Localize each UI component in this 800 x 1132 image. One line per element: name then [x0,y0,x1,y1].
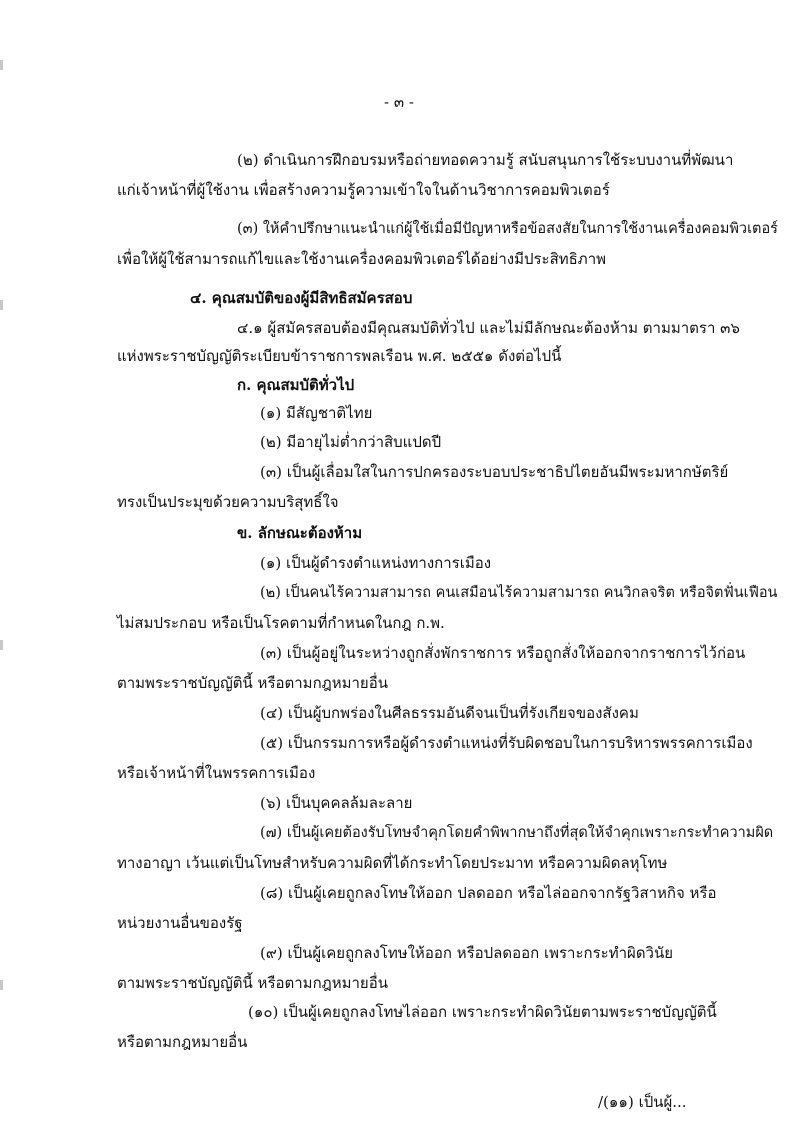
prohibition-item-cont: หรือตามกฎหมายอื่น [117,1033,248,1051]
scan-edge-mark [0,300,3,310]
duty-item-2: (๒) ดำเนินการฝึกอบรมหรือถ่ายทอดความรู้ สนับสนุนการใช้ระบบงานที่พัฒนา [237,151,734,169]
qualification-item: (๓) เป็นผู้เลื่อมใสในการปกครองระบอบประชาธิปไตยอันมีพระมหากษัตริย์ [260,463,729,481]
continuation-marker: /(๑๑) เป็นผู้... [598,1093,687,1111]
prohibition-item-cont: หน่วยงานอื่นของรัฐ [117,914,243,932]
scan-edge-mark [0,60,3,70]
prohibition-item: (๙) เป็นผู้เคยถูกลงโทษให้ออก หรือปลดออก เพราะกระทำผิดวินัย [260,944,674,962]
subsection-prohibited-characteristics: ข. ลักษณะต้องห้าม [237,524,363,542]
page-number: - ๓ - [384,93,414,111]
duty-item-2-cont: แก่เจ้าหน้าที่ผู้ใช้งาน เพื่อสร้างความรู้ความเข้าใจในด้านวิชาการคอมพิวเตอร์ [117,181,610,199]
prohibition-item: (๔) เป็นผู้บกพร่องในศีลธรรมอันดีจนเป็นที่รังเกียจของสังคม [260,704,639,722]
subsection-general-qualifications: ก. คุณสมบัติทั่วไป [237,376,355,394]
prohibition-item-cont: ทางอาญา เว้นแต่เป็นโทษสำหรับความผิดที่ได้กระทำโดยประมาท หรือความผิดลหุโทษ [117,854,668,872]
clause-4-1-cont: แห่งพระราชบัญญัติระเบียบข้าราชการพลเรือน พ.ศ. ๒๕๕๑ ดังต่อไปนี้ [117,347,562,365]
prohibition-item: (๑๐) เป็นผู้เคยถูกลงโทษไล่ออก เพราะกระทำผิดวินัยตามพระราชบัญญัตินี้ [248,1003,717,1021]
prohibition-item: (๕) เป็นกรรมการหรือผู้ดำรงตำแหน่งที่รับผิดชอบในการบริหารพรรคการเมือง [260,734,753,752]
prohibition-item: (๓) เป็นผู้อยู่ในระหว่างถูกสั่งพักราชการ หรือถูกสั่งให้ออกจากราชการไว้ก่อน [260,644,746,662]
prohibition-item: (๑) เป็นผู้ดำรงตำแหน่งทางการเมือง [260,554,492,572]
qualification-item: (๑) มีสัญชาติไทย [260,404,373,422]
section-4-heading: ๔. คุณสมบัติของผู้มีสิทธิสมัครสอบ [190,289,413,307]
prohibition-item: (๖) เป็นบุคคลล้มละลาย [260,794,413,812]
qualification-item-cont: ทรงเป็นประมุขด้วยความบริสุทธิ์ใจ [117,493,339,511]
prohibition-item-cont: ตามพระราชบัญญัตินี้ หรือตามกฎหมายอื่น [117,674,388,692]
qualification-item: (๒) มีอายุไม่ต่ำกว่าสิบแปดปี [260,433,442,451]
prohibition-item: (๒) เป็นคนไร้ความสามารถ คนเสมือนไร้ความสามารถ คนวิกลจริต หรือจิตฟั่นเฟือน [260,585,778,601]
duty-item-3-cont: เพื่อให้ผู้ใช้สามารถแก้ไขและใช้งานเครื่องคอมพิวเตอร์ได้อย่างมีประสิทธิภาพ [117,250,607,268]
duty-item-3: (๓) ให้คำปรึกษาแนะนำแก่ผู้ใช้เมื่อมีปัญหาหรือข้อสงสัยในการใช้งานเครื่องคอมพิวเตอร์ [237,221,778,237]
prohibition-item-cont: ไม่สมประกอบ หรือเป็นโรคตามที่กำหนดในกฎ ก.พ. [117,614,445,632]
scan-edge-mark [0,640,3,650]
prohibition-item-cont: หรือเจ้าหน้าที่ในพรรคการเมือง [117,764,316,782]
prohibition-item: (๗) เป็นผู้เคยต้องรับโทษจำคุกโดยคำพิพากษาถึงที่สุดให้จำคุกเพราะกระทำความผิด [260,825,774,841]
scan-edge-mark [0,980,3,990]
prohibition-item: (๘) เป็นผู้เคยถูกลงโทษให้ออก ปลดออก หรือไล่ออกจากรัฐวิสาหกิจ หรือ [260,884,717,902]
prohibition-item-cont: ตามพระราชบัญญัตินี้ หรือตามกฎหมายอื่น [117,974,388,992]
clause-4-1: ๔.๑ ผู้สมัครสอบต้องมีคุณสมบัติทั่วไป และไม่มีลักษณะต้องห้าม ตามมาตรา ๓๖ [237,319,740,337]
